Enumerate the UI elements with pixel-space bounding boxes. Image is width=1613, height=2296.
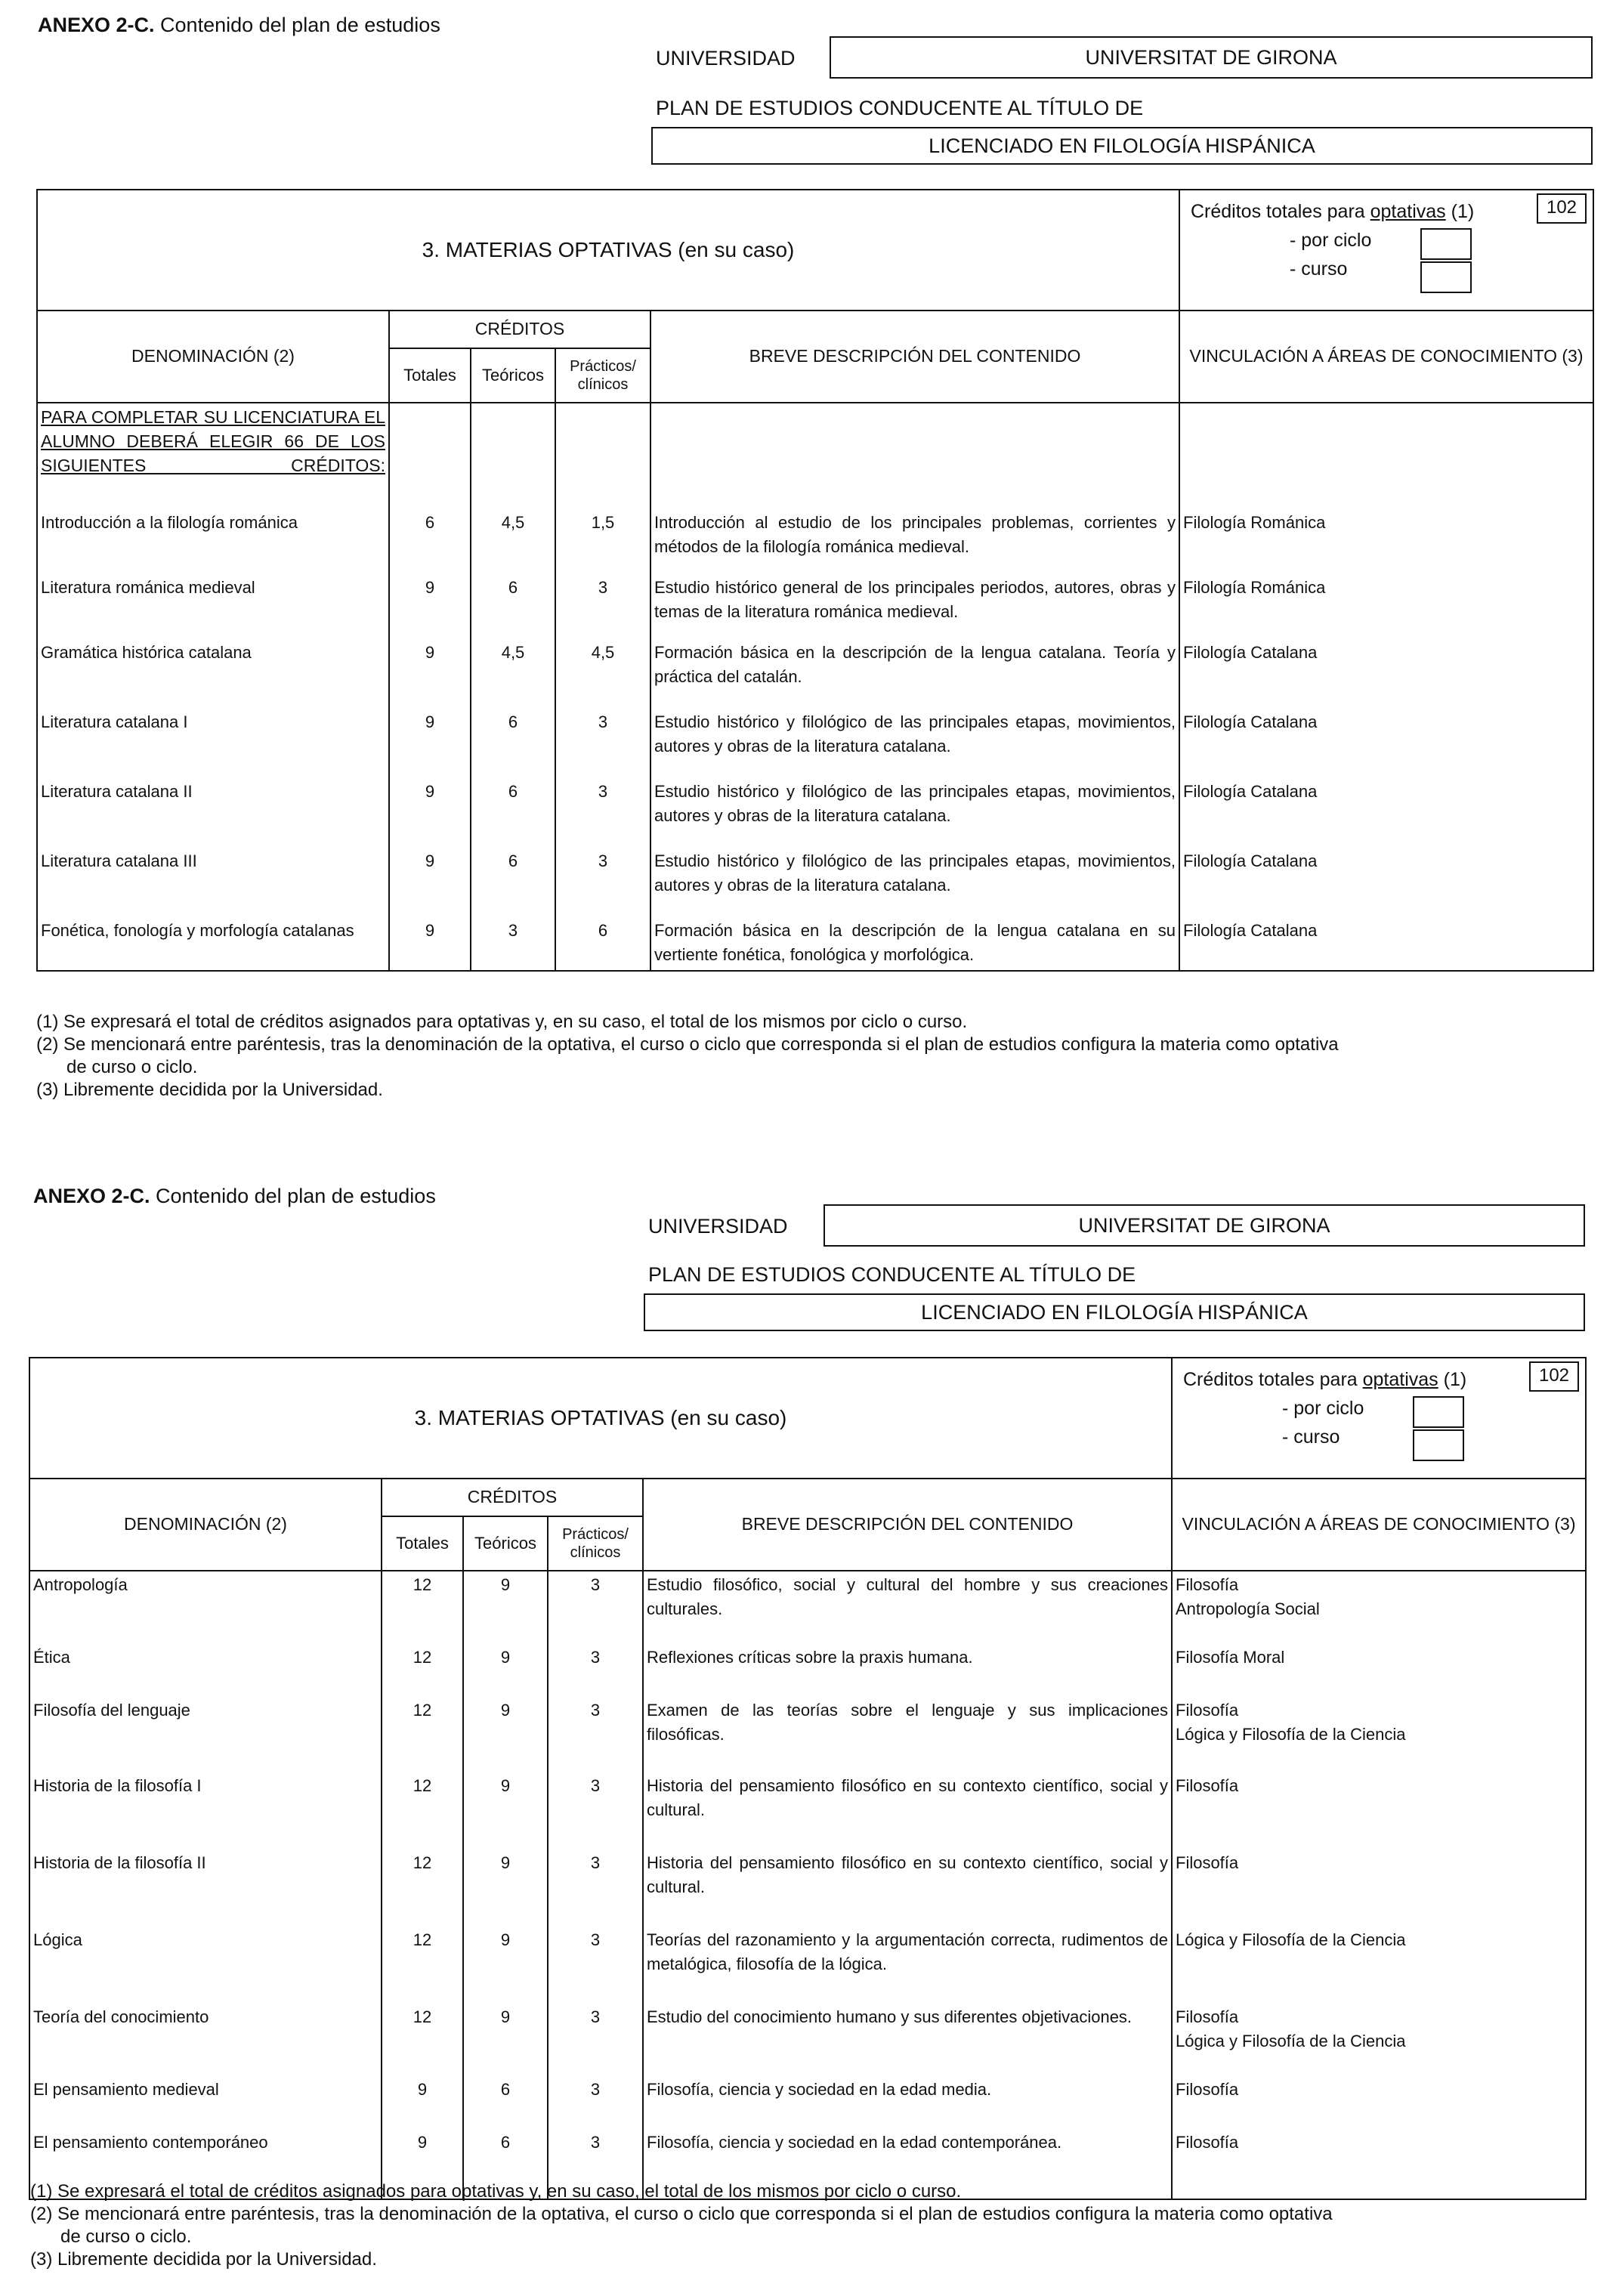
row-totales: 9 [389,639,471,709]
row-teoricos: 6 [471,848,555,917]
footnotes [30,2180,1587,2271]
row-practicos: 3 [548,1772,643,1849]
header-denominacion: DENOMINACIÓN (2) [29,1479,382,1571]
annex-title: Contenido del plan de estudios [160,14,440,36]
row-area [1172,2004,1586,2076]
row-area-1: Filosofía [1176,2133,1239,2152]
row-totales: 12 [382,1927,463,2004]
row-area [1172,1571,1586,1644]
table-row [37,709,1593,778]
row-area: Filología Catalana [1179,778,1593,848]
row-area [1172,1772,1586,1849]
row-teoricos: 9 [463,1849,548,1927]
titulo-value-box: LICENCIADO EN FILOLOGÍA HISPÁNICA [644,1293,1585,1331]
row-practicos: 3 [548,1697,643,1772]
row-area-2: Antropología Social [1176,1599,1320,1618]
row-teoricos: 9 [463,1644,548,1697]
section-title: 3. MATERIAS OPTATIVAS (en su caso) [29,1358,1172,1479]
annex-label: ANEXO 2-C. [38,14,155,36]
row-practicos: 3 [548,2004,643,2076]
row-desc: Formación básica en la descripción de la lengua catalana en su vertiente fonética, fonológica y morfológica. [650,917,1179,971]
header-descripcion: BREVE DESCRIPCIÓN DEL CONTENIDO [643,1479,1172,1571]
row-desc: Historia del pensamiento filosófico en su contexto científico, social y cultural. [643,1849,1172,1927]
row-practicos: 3 [555,848,650,917]
intro-text: PARA COMPLETAR SU LICENCIATURA EL ALUMNO DEBERÁ ELEGIR 66 DE LOS SIGUIENTES CRÉDITOS: [37,403,389,509]
row-practicos: 4,5 [555,639,650,709]
row-name: Fonética, fonología y morfología catalanas [37,917,389,971]
row-area-2: Lógica y Filosofía de la Ciencia [1176,2031,1406,2050]
row-practicos: 1,5 [555,509,650,574]
annex-heading [38,14,440,37]
row-teoricos: 9 [463,2004,548,2076]
row-practicos: 3 [548,1849,643,1927]
row-desc: Estudio filosófico, social y cultural del hombre y sus creaciones culturales. [643,1571,1172,1644]
section-title: 3. MATERIAS OPTATIVAS (en su caso) [37,190,1179,311]
row-desc: Teorías del razonamiento y la argumentación correcta, rudimentos de metalógica, filosofía de la lógica. [643,1927,1172,2004]
row-teoricos: 4,5 [471,509,555,574]
curso-box [1413,1429,1464,1461]
credits-total-label: Créditos totales para optativas (1) [1183,1369,1467,1390]
table-row [29,1571,1586,1644]
header-totales: Totales [389,348,471,403]
row-desc: Estudio histórico y filológico de las principales etapas, movimientos, autores y obras de la literatura catalana. [650,778,1179,848]
row-practicos: 3 [555,778,650,848]
row-area [1172,1644,1586,1697]
footnote-1: (1) Se expresará el total de créditos asignados para optativas y, en su caso, el total de los mismos por ciclo o curso. [36,1012,968,1032]
row-area [1172,1849,1586,1927]
row-totales: 12 [382,1644,463,1697]
header-creditos: CRÉDITOS [382,1479,643,1516]
header-practicos: Prácticos/ clínicos [548,1516,643,1571]
row-area: Filología Románica [1179,509,1593,574]
row-area: Filología Catalana [1179,639,1593,709]
footnote-1: (1) Se expresará el total de créditos asignados para optativas y, en su caso, el total de los mismos por ciclo o curso. [30,2181,962,2202]
row-name: Literatura catalana III [37,848,389,917]
footnote-2-cont: de curso o ciclo. [66,1057,198,1077]
table-row [29,1644,1586,1697]
row-totales: 9 [389,574,471,639]
row-area-1: Filosofía [1176,1853,1239,1872]
row-totales: 9 [382,2076,463,2129]
row-totales: 12 [382,1571,463,1644]
row-area [1172,2076,1586,2129]
curso-label: - curso [1290,258,1348,280]
table-row [29,1697,1586,1772]
row-name: Historia de la filosofía II [29,1849,382,1927]
row-desc: Estudio histórico y filológico de las principales etapas, movimientos, autores y obras de la literatura catalana. [650,709,1179,778]
row-area-2: Lógica y Filosofía de la Ciencia [1176,1724,1406,1744]
row-area: Filología Catalana [1179,917,1593,971]
row-practicos: 3 [548,1644,643,1697]
annex-heading [33,1185,436,1208]
footnote-2: (2) Se mencionará entre paréntesis, tras la denominación de la optativa, el curso o ciclo que corresponda si el plan de estudios configura la materia como optativa [36,1034,1339,1055]
row-area-1: Filosofía [1176,1701,1239,1720]
plan-label: PLAN DE ESTUDIOS CONDUCENTE AL TÍTULO DE [648,1263,1136,1286]
row-practicos: 6 [555,917,650,971]
annex-title: Contenido del plan de estudios [156,1185,436,1207]
table-row [29,1772,1586,1849]
table-row [29,1927,1586,2004]
header-vinculacion: VINCULACIÓN A ÁREAS DE CONOCIMIENTO (3) [1179,311,1593,403]
row-name: Ética [29,1644,382,1697]
row-area-1: Filosofía [1176,1776,1239,1795]
row-totales: 6 [389,509,471,574]
row-name: El pensamiento contemporáneo [29,2129,382,2199]
row-totales: 9 [389,778,471,848]
row-name: Antropología [29,1571,382,1644]
table-row [29,1849,1586,1927]
row-teoricos: 6 [471,709,555,778]
row-teoricos: 9 [463,1772,548,1849]
row-area: Filología Catalana [1179,709,1593,778]
row-totales: 9 [389,848,471,917]
row-desc: Formación básica en la descripción de la lengua catalana. Teoría y práctica del catalán. [650,639,1179,709]
universidad-value-box: UNIVERSITAT DE GIRONA [830,36,1593,79]
row-area [1172,1927,1586,2004]
row-area [1172,1697,1586,1772]
curso-label: - curso [1282,1426,1340,1448]
row-desc: Introducción al estudio de los principales problemas, corrientes y métodos de la filología románica medieval. [650,509,1179,574]
row-name: Teoría del conocimiento [29,2004,382,2076]
footnote-2-cont: de curso o ciclo. [60,2226,192,2247]
row-practicos: 3 [555,709,650,778]
row-desc: Estudio histórico y filológico de las principales etapas, movimientos, autores y obras de la literatura catalana. [650,848,1179,917]
row-teoricos: 3 [471,917,555,971]
header-practicos: Prácticos/ clínicos [555,348,650,403]
row-name: Literatura románica medieval [37,574,389,639]
row-area-1: Filosofía [1176,2007,1239,2026]
header-denominacion: DENOMINACIÓN (2) [37,311,389,403]
header-totales: Totales [382,1516,463,1571]
row-totales: 12 [382,2004,463,2076]
row-teoricos: 6 [471,574,555,639]
row-name: Literatura catalana I [37,709,389,778]
row-practicos: 3 [555,574,650,639]
row-area-1: Filosofía [1176,2080,1239,2099]
row-totales: 9 [389,709,471,778]
row-totales: 9 [382,2129,463,2199]
table-row [37,574,1593,639]
header-teoricos: Teóricos [471,348,555,403]
header-descripcion: BREVE DESCRIPCIÓN DEL CONTENIDO [650,311,1179,403]
row-name: Filosofía del lenguaje [29,1697,382,1772]
credits-summary [1179,190,1593,311]
row-area: Filología Catalana [1179,848,1593,917]
row-desc: Estudio histórico general de los principales periodos, autores, obras y temas de la literatura románica medieval. [650,574,1179,639]
row-teoricos: 9 [463,1571,548,1644]
row-totales: 9 [389,917,471,971]
footnote-2: (2) Se mencionará entre paréntesis, tras la denominación de la optativa, el curso o ciclo que corresponda si el plan de estudios configura la materia como optativa [30,2204,1333,2224]
credits-total-value: 102 [1529,1361,1579,1392]
curso-box [1420,261,1472,293]
row-name: Historia de la filosofía I [29,1772,382,1849]
row-name: Gramática histórica catalana [37,639,389,709]
row-practicos: 3 [548,2076,643,2129]
row-teoricos: 4,5 [471,639,555,709]
row-teoricos: 9 [463,1697,548,1772]
por-ciclo-box [1420,228,1472,260]
table-row [29,2076,1586,2129]
header-creditos: CRÉDITOS [389,311,650,348]
row-desc: Filosofía, ciencia y sociedad en la edad media. [643,2076,1172,2129]
row-name: Lógica [29,1927,382,2004]
row-area-1: Filosofía Moral [1176,1648,1285,1667]
row-totales: 12 [382,1849,463,1927]
row-desc: Examen de las teorías sobre el lenguaje y sus implicaciones filosóficas. [643,1697,1172,1772]
footnotes [36,1011,1593,1102]
plan-label: PLAN DE ESTUDIOS CONDUCENTE AL TÍTULO DE [656,97,1144,119]
footnote-3: (3) Libremente decidida por la Universidad. [30,2249,377,2270]
row-teoricos: 6 [463,2129,548,2199]
table-row [37,778,1593,848]
por-ciclo-label: - por ciclo [1290,230,1372,251]
header-teoricos: Teóricos [463,1516,548,1571]
row-teoricos: 9 [463,1927,548,2004]
table-row [37,509,1593,574]
credits-summary [1172,1358,1586,1479]
table-row [29,2004,1586,2076]
row-teoricos: 6 [471,778,555,848]
row-teoricos: 6 [463,2076,548,2129]
row-name: Literatura catalana II [37,778,389,848]
row-practicos: 3 [548,1571,643,1644]
header-vinculacion: VINCULACIÓN A ÁREAS DE CONOCIMIENTO (3) [1172,1479,1586,1571]
row-name: El pensamiento medieval [29,2076,382,2129]
row-practicos: 3 [548,2129,643,2199]
row-area-1: Filosofía [1176,1575,1239,1594]
footnote-3: (3) Libremente decidida por la Universidad. [36,1080,383,1100]
row-practicos: 3 [548,1927,643,2004]
table-row [37,917,1593,971]
row-area: Filología Románica [1179,574,1593,639]
credits-total-value: 102 [1537,193,1587,224]
row-totales: 12 [382,1772,463,1849]
optativas-table-1 [36,189,1594,972]
table-row [37,848,1593,917]
row-desc: Reflexiones críticas sobre la praxis humana. [643,1644,1172,1697]
universidad-label: UNIVERSIDAD [656,47,796,70]
annex-label: ANEXO 2-C. [33,1185,150,1207]
universidad-value-box: UNIVERSITAT DE GIRONA [823,1204,1585,1247]
universidad-label: UNIVERSIDAD [648,1215,788,1238]
credits-total-label: Créditos totales para optativas (1) [1191,201,1475,222]
por-ciclo-label: - por ciclo [1282,1398,1364,1419]
row-desc: Estudio del conocimiento humano y sus diferentes objetivaciones. [643,2004,1172,2076]
row-desc: Filosofía, ciencia y sociedad en la edad contemporánea. [643,2129,1172,2199]
row-desc: Historia del pensamiento filosófico en su contexto científico, social y cultural. [643,1772,1172,1849]
table-row [37,639,1593,709]
row-name: Introducción a la filología románica [37,509,389,574]
optativas-table-2 [29,1357,1587,2200]
titulo-value-box: LICENCIADO EN FILOLOGÍA HISPÁNICA [651,127,1593,165]
por-ciclo-box [1413,1396,1464,1428]
row-totales: 12 [382,1697,463,1772]
row-area-1: Lógica y Filosofía de la Ciencia [1176,1930,1406,1949]
